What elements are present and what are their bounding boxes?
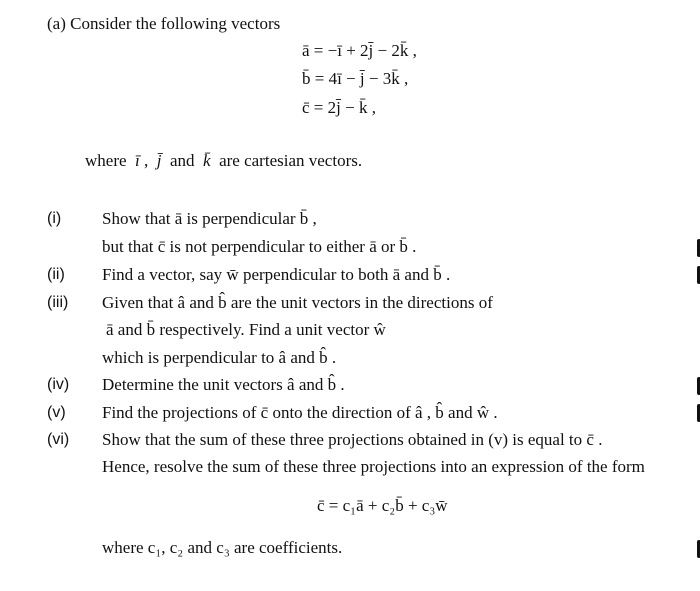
part-label-ii: (ii) — [47, 266, 65, 283]
part-iii-line-1: Given that â and b̂ are the unit vectors in the directions of — [102, 293, 493, 312]
comma: , — [144, 151, 149, 170]
coefficients-note: where c₁, c₂ and c₃ are coefficients. — [102, 538, 343, 557]
part-label-v: (v) — [47, 404, 66, 421]
vector-j: j̄ — [156, 151, 162, 170]
part-iii-line-2: ā and b̄ respectively. Find a unit vector ŵ — [106, 320, 386, 339]
vector-k: k̄ — [203, 151, 211, 170]
where-word: where — [85, 151, 127, 170]
part-vi-line-2: Hence, resolve the sum of these three projections into an expression of the form — [102, 457, 645, 476]
part-ii-line-1: Find a vector, say w̄ perpendicular to both ā and b̄ . — [102, 265, 451, 284]
part-v-line-1: Find the projections of c̄ onto the direction of â , b̂ and ŵ . — [102, 403, 498, 422]
part-label-i: (i) — [47, 210, 62, 227]
part-vi-line-1: Show that the sum of these three projections obtained in (v) is equal to c̄ . — [102, 430, 603, 449]
intro-text: (a) Consider the following vectors — [47, 14, 281, 33]
part-label-vi: (vi) — [47, 431, 70, 448]
cartesian-note — [85, 151, 362, 171]
equation-a: ā = −ī + 2j̄ − 2k̄ , — [302, 41, 417, 60]
final-equation: c̄ = c₁ā + c₂b̄ + c₃w̄ — [317, 496, 448, 515]
part-iii-line-3: which is perpendicular to â and b̂ . — [102, 348, 337, 367]
equation-c: c̄ = 2j̄ − k̄ , — [302, 98, 376, 117]
part-iv-line-1: Determine the unit vectors â and b̂ . — [102, 375, 345, 394]
cartesian-rest: are cartesian vectors. — [219, 151, 363, 170]
vector-i: ī — [135, 151, 140, 170]
part-i-line-1: Show that ā is perpendicular b̄ , — [102, 209, 317, 228]
part-label-iii: (iii) — [47, 294, 69, 311]
part-label-iv: (iv) — [47, 376, 70, 393]
and-word: and — [170, 151, 195, 170]
equation-b: b̄ = 4ī − j̄ − 3k̄ , — [302, 69, 409, 88]
part-i-line-2: but that c̄ is not perpendicular to either ā or b̄ . — [102, 237, 417, 256]
